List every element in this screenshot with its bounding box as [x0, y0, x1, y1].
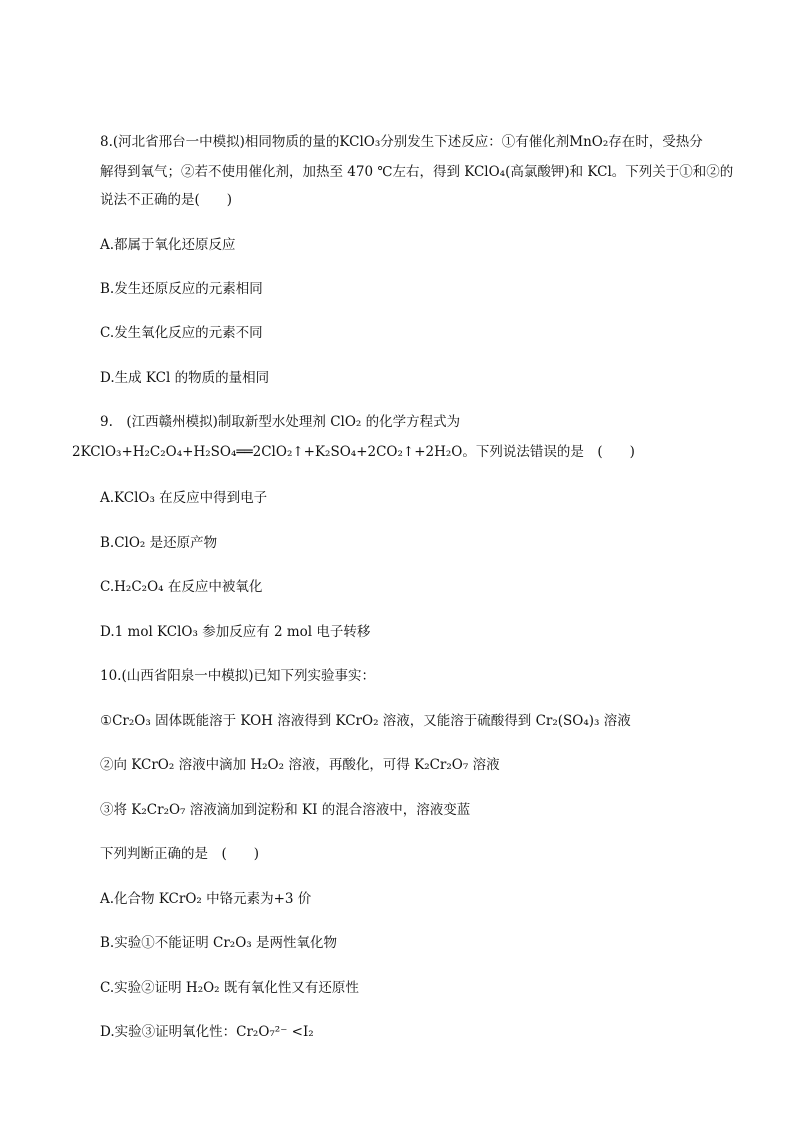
q8-stem-line-2: 解得到氧气；②若不使用催化剂，加热至 470 ℃左右，得到 KClO₄(高氯酸钾)和 KCl。下列关于①和②的 — [100, 164, 734, 180]
q9-option-b: B.ClO₂ 是还原产物 — [100, 535, 218, 551]
q10-stem-line-1: 10.(山西省阳泉一中模拟)已知下列实验事实： — [100, 668, 376, 684]
q10-option-c: C.实验②证明 H₂O₂ 既有氧化性又有还原性 — [100, 980, 359, 996]
q10-prompt: 下列判断正确的是 ( ) — [100, 846, 260, 862]
q10-option-b: B.实验①不能证明 Cr₂O₃ 是两性氧化物 — [100, 935, 337, 951]
q9-option-c: C.H₂C₂O₄ 在反应中被氧化 — [100, 579, 263, 595]
q10-option-a: A.化合物 KCrO₂ 中铬元素为+3 价 — [100, 891, 312, 907]
q9-option-d: D.1 mol KClO₃ 参加反应有 2 mol 电子转移 — [100, 624, 371, 640]
q9-option-a: A.KClO₃ 在反应中得到电子 — [100, 490, 268, 506]
q10-fact-2: ②向 KCrO₂ 溶液中滴加 H₂O₂ 溶液，再酸化，可得 K₂Cr₂O₇ 溶液 — [100, 757, 500, 773]
q8-option-d: D.生成 KCl 的物质的量相同 — [100, 370, 270, 386]
q9-stem-line-2: 2KClO₃+H₂C₂O₄+H₂SO₄══2ClO₂↑+K₂SO₄+2CO₂↑+2H₂O。下列说法错误的是 ( ) — [72, 444, 635, 460]
q10-fact-3: ③将 K₂Cr₂O₇ 溶液滴加到淀粉和 KI 的混合溶液中，溶液变蓝 — [100, 802, 471, 818]
q8-stem-line-1: 8.(河北省邢台一中模拟)相同物质的量的KClO₃分别发生下述反应：①有催化剂MnO₂存在时，受热分 — [100, 134, 703, 150]
q10-fact-1: ①Cr₂O₃ 固体既能溶于 KOH 溶液得到 KCrO₂ 溶液，又能溶于硫酸得到 Cr₂(SO₄)₃ 溶液 — [100, 713, 631, 729]
q8-option-c: C.发生氧化反应的元素不同 — [100, 325, 263, 341]
q8-option-a: A.都属于氧化还原反应 — [100, 237, 236, 253]
q9-stem-line-1: 9. (江西赣州模拟)制取新型水处理剂 ClO₂ 的化学方程式为 — [100, 414, 461, 430]
q8-option-b: B.发生还原反应的元素相同 — [100, 281, 263, 297]
q10-option-d: D.实验③证明氧化性：Cr₂O₇²⁻ <I₂ — [100, 1024, 314, 1040]
q8-stem-line-3: 说法不正确的是( ) — [100, 192, 233, 208]
